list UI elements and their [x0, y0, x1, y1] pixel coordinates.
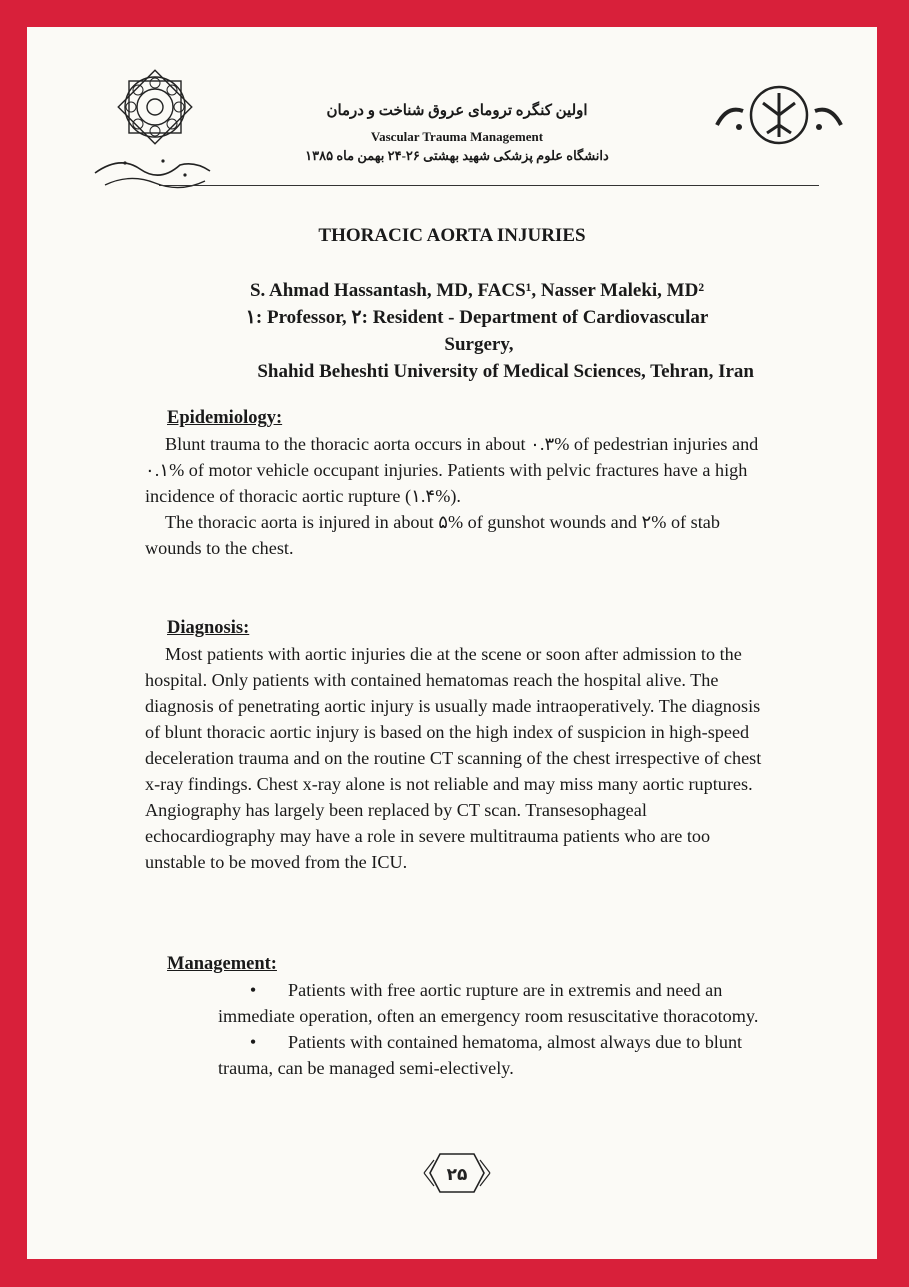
epidemiology-paragraph-2: The thoracic aorta is injured in about ۵% of gunshot wounds and ۲% of stab wounds to the chest.	[145, 512, 720, 558]
diagnosis-paragraph: Most patients with aortic injuries die at the scene or soon after admission to the hospital. Only patients with contained hematomas reach the hospital alive. The diagnosis of penetrating aortic injury is usually made intraoperatively. The diagnosis of blunt thoracic aortic injury is based on the high index of suspicion in high-speed deceleration trauma and on the routine CT scanning of the chest irrespective of chest x-ray findings. Chest x-ray alone is not reliable and may miss many aortic ruptures. Angiography has largely been replaced by CT scan. Transesophageal echocardiography may have a role in severe multitrauma patients who are too unstable to be moved from the ICU.	[145, 644, 762, 872]
management-bullet-1	[218, 977, 767, 1029]
document-page	[27, 27, 877, 1259]
diagnosis-section	[145, 615, 767, 875]
diagnosis-heading: Diagnosis:	[167, 618, 250, 638]
affiliation-line-1: ١: Professor, ٢: Resident - Department of Cardiovascular	[245, 307, 709, 328]
epidemiology-section	[145, 405, 767, 561]
page-number-badge	[422, 1150, 492, 1196]
author-line: S. Ahmad Hassantash, MD, FACS¹, Nasser Maleki, MD²	[249, 280, 705, 301]
management-bullet-text: Patients with free aortic rupture are in extremis and need an immediate operation, often an emergency room resuscitative thoracotomy.	[218, 980, 759, 1026]
affiliation-line-3: Shahid Beheshti University of Medical Sciences, Tehran, Iran	[257, 361, 754, 382]
header-persian-title: اولین کنگره ترومای عروق شناخت و درمان	[326, 103, 588, 119]
page-number: ۲۵	[446, 1165, 468, 1185]
congress-logo-icon	[709, 75, 849, 155]
bullet-icon: •	[249, 980, 257, 1000]
authors-block	[167, 277, 787, 385]
bullet-icon: •	[249, 1032, 257, 1052]
affiliation-line-2: Surgery,	[444, 334, 514, 355]
article-title: THORACIC AORTA INJURIES	[318, 225, 586, 246]
university-logo-icon	[85, 65, 225, 195]
management-section	[145, 951, 767, 1081]
header-english-title: Vascular Trauma Management	[370, 129, 544, 144]
management-heading: Management:	[167, 954, 277, 974]
epidemiology-heading: Epidemiology:	[167, 408, 283, 428]
page-header	[27, 27, 877, 202]
header-divider	[159, 185, 819, 186]
epidemiology-paragraph-1: Blunt trauma to the thoracic aorta occurs in about ۰.۳% of pedestrian injuries and ۰.۱% of motor vehicle occupant injuries. Patients with pelvic fractures have a high incidence of thoracic aortic rupture (۱.۴%).	[145, 434, 759, 506]
management-bullet-2	[218, 1029, 767, 1081]
header-persian-subtitle: دانشگاه علوم پزشکی شهید بهشتی ۲۶-۲۴ بهمن ماه ۱۳۸۵	[305, 148, 609, 163]
header-text	[257, 101, 657, 164]
management-bullet-text: Patients with contained hematoma, almost always due to blunt trauma, can be managed semi-electively.	[218, 1032, 743, 1078]
